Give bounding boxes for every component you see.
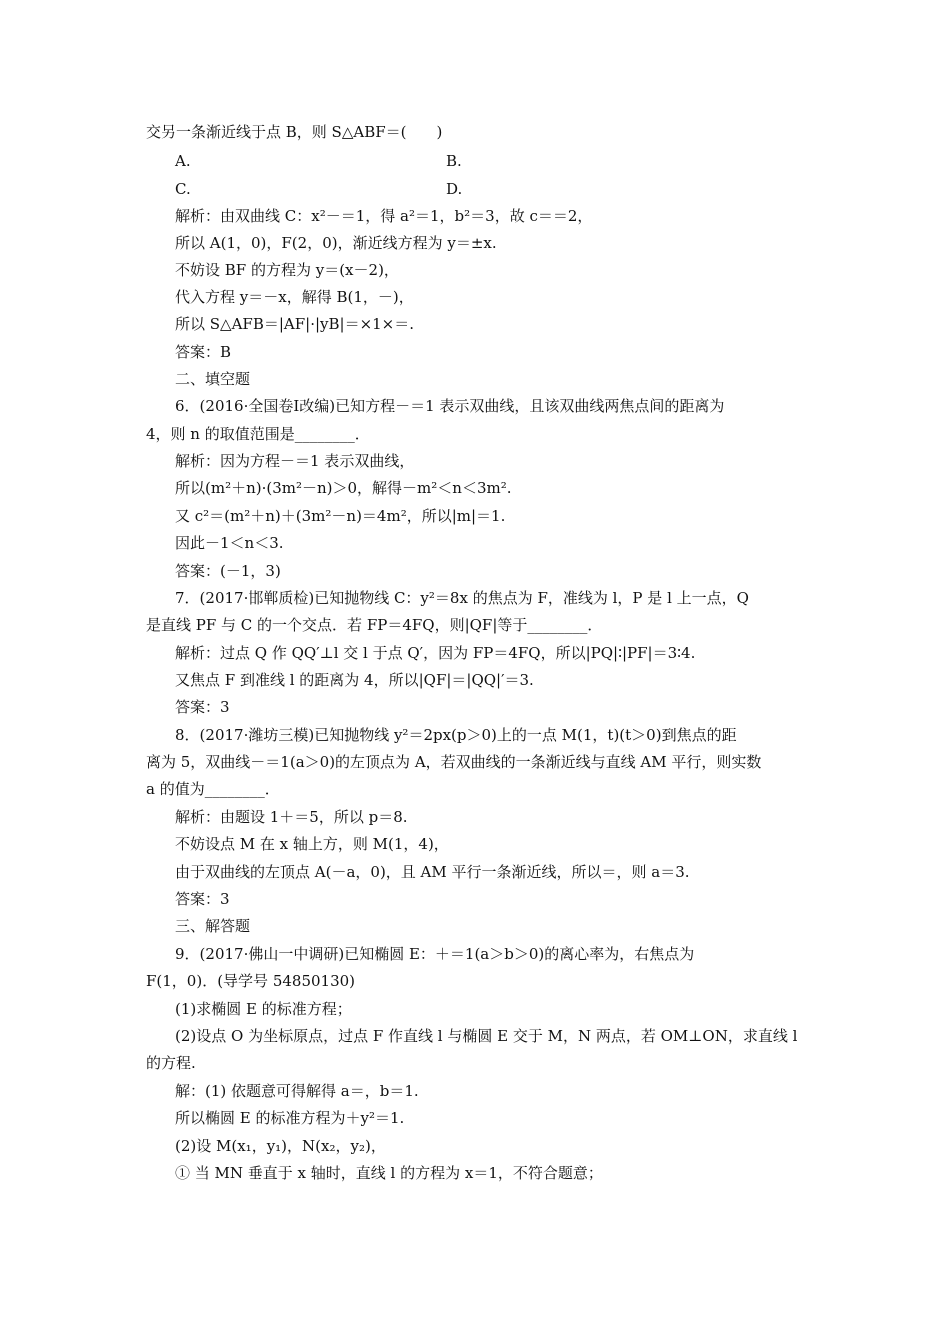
text-line: 又焦点 F 到准线 l 的距离为 4，所以|QF|＝|QQ|′＝3. (175, 671, 534, 689)
text-line: 所以(m²＋n)·(3m²－n)＞0，解得－m²＜n＜3m². (175, 479, 512, 497)
text-line: 所以椭圆 E 的标准方程为＋y²＝1. (175, 1109, 405, 1127)
text-line: 不妨设点 M 在 x 轴上方，则 M(1，4)， (175, 835, 449, 853)
option-c: C. (175, 180, 191, 198)
text-line: 因此－1＜n＜3. (175, 534, 284, 552)
text-line: 解：(1) 依题意可得解得 a＝，b＝1. (175, 1082, 419, 1100)
text-line: 代入方程 y＝－x，解得 B(1，－)， (175, 288, 414, 306)
answer-line: 答案：(－1，3) (175, 562, 281, 580)
option-d: D. (446, 180, 463, 198)
text-line: ① 当 MN 垂直于 x 轴时，直线 l 的方程为 x＝1，不符合题意； (175, 1164, 603, 1182)
question-line: 7．(2017·邯郸质检)已知抛物线 C：y²＝8x 的焦点为 F，准线为 l，P 是 l 上一点，Q (175, 589, 749, 607)
question-line: 离为 5，双曲线－＝1(a＞0)的左顶点为 A，若双曲线的一条渐近线与直线 AM 平行，则实数 (146, 753, 762, 771)
question-line: 4，则 n 的取值范围是________． (146, 425, 370, 443)
text-line: 的方程. (146, 1054, 196, 1072)
text-line: 交另一条渐近线于点 B，则 S△ABF＝( ) (146, 123, 443, 141)
section-heading: 三、解答题 (175, 917, 251, 935)
question-line: 是直线 PF 与 C 的一个交点．若 FP＝4FQ，则|QF|等于________． (146, 616, 603, 634)
text-line: (1)求椭圆 E 的标准方程； (175, 1000, 352, 1018)
question-line: 9．(2017·佛山一中调研)已知椭圆 E：＋＝1(a＞b＞0)的离心率为，右焦点为 (175, 945, 695, 963)
question-line: 6．(2016·全国卷Ⅰ改编)已知方程－＝1 表示双曲线，且该双曲线两焦点间的距离为 (175, 397, 725, 415)
text-line: 不妨设 BF 的方程为 y＝(x－2)， (175, 261, 399, 279)
answer-line: 答案：3 (175, 890, 230, 908)
answer-line: 答案：B (175, 343, 232, 361)
text-line: 解析：由双曲线 C：x²－＝1，得 a²＝1，b²＝3，故 c＝＝2， (175, 207, 593, 225)
text-line: 又 c²＝(m²＋n)＋(3m²－n)＝4m²，所以|m|＝1. (175, 507, 506, 525)
text-line: 由于双曲线的左顶点 A(－a，0)，且 AM 平行一条渐近线，所以＝，则 a＝3. (175, 863, 690, 881)
text-line: 解析：过点 Q 作 QQ′⊥l 交 l 于点 Q′，因为 FP＝4FQ，所以|PQ|∶|PF|＝3∶4. (175, 644, 696, 662)
answer-line: 答案：3 (175, 698, 230, 716)
text-line: (2)设 M(x₁，y₁)，N(x₂，y₂)， (175, 1137, 386, 1155)
option-a: A. (175, 152, 191, 170)
question-line: 8．(2017·潍坊三模)已知抛物线 y²＝2px(p＞0)上的一点 M(1，t)(t＞0)到焦点的距 (175, 726, 737, 744)
text-line: 所以 A(1，0)，F(2，0)，渐近线方程为 y＝±x. (175, 234, 497, 252)
text-line: 解析：由题设 1＋＝5，所以 p＝8. (175, 808, 408, 826)
text-line: 所以 S△AFB＝|AF|·|yB|＝×1×＝. (175, 315, 415, 333)
text-line: 解析：因为方程－＝1 表示双曲线， (175, 452, 415, 470)
question-line: F(1，0)．(导学号 54850130) (146, 972, 356, 990)
text-line: (2)设点 O 为坐标原点，过点 F 作直线 l 与椭圆 E 交于 M，N 两点，若 OM⊥ON，求直线 l (175, 1027, 798, 1045)
section-heading: 二、填空题 (175, 370, 251, 388)
question-line: a 的值为________． (146, 780, 280, 798)
option-b: B. (446, 152, 462, 170)
